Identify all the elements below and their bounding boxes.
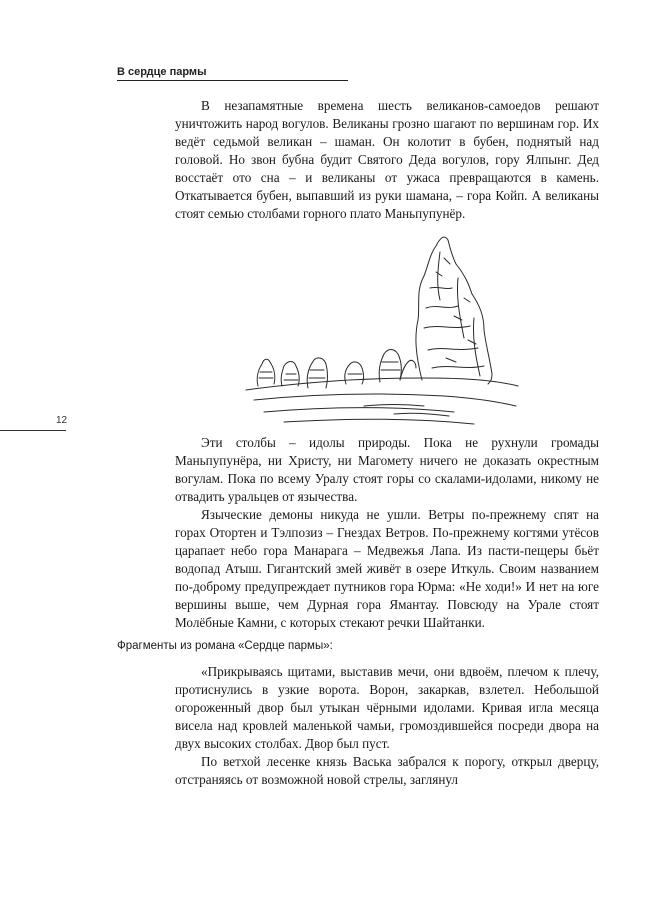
intro-paragraph: В незапамятные времена шесть великанов-самоедов решают уничтожить народ вогулов. Великаны грозно шагают по вершинам гор. Их ведёт седьмой великан – шаман. Он колотит в бубен, поднятый над головой. Но звон бубна будит Святого Деда вогулов, гору Ялпынг. Дед восстаёт ото сна – и великаны от ужаса превращаются в камень. Откатывается бубен, выпавший из руки шамана, – гора Койп. А великаны стоят семью столбами горного плато Маньпупунёр. (175, 98, 599, 221)
middle-text-block (175, 434, 599, 632)
intro-text-block (175, 97, 599, 223)
paragraph-pillars-idols: Эти столбы – идолы природы. Пока не рухнули громады Маньпупунёра, ни Христу, ни Магомету ничего не доказать окрестным вогулам. Пока по всему Уралу стоят горы со скалами-идолами, никому не отвадить уральцев от язычества. (175, 435, 599, 504)
page-number: 12 (56, 415, 68, 426)
fragment-paragraph-ladder: По ветхой лесенке князь Васька забрался к порогу, открыл дверцу, отстраняясь от возможной новой стрелы, заглянул (175, 754, 599, 787)
fragment-text-block (175, 663, 599, 789)
running-head-title: В сердце пармы (117, 66, 207, 78)
fragment-paragraph-gate: «Прикрываясь щитами, выставив мечи, они вдвоём, плечом к плечу, протиснулись в узкие ворота. Ворон, закаркав, взлетел. Небольшой огороженный двор был утыкан чёрными идолами. Кривая игла месяца висела над кровлей маленькой чамьи, громоздившейся посреди двора на двух высоких столбах. Двор был пуст. (175, 664, 599, 751)
running-head-rule (117, 80, 348, 81)
paragraph-pagan-demons: Языческие демоны никуда не ушли. Ветры по-прежнему спят на горах Отортен и Тэлпозиз – Гнездах Ветров. По-прежнему когтями утёсов царапает небо гора Манарага – Медвежья Лапа. Из пасти-пещеры бьёт водопад Атыш. Гигантский змей живёт в озере Иткуль. Своим названием по-доброму предупреждает путников гора Юрма: «Не ходи!» И нет на юге вершины выше, чем Дурная гора Ямантау. Повсюду на Урале стоят Молёбные Камни, с которых стекают речки Шайтанки. (175, 507, 599, 630)
rock-pillars-illustration (244, 228, 520, 426)
margin-rule (0, 430, 66, 431)
fragments-heading: Фрагменты из романа «Сердце пармы»: (117, 640, 333, 652)
